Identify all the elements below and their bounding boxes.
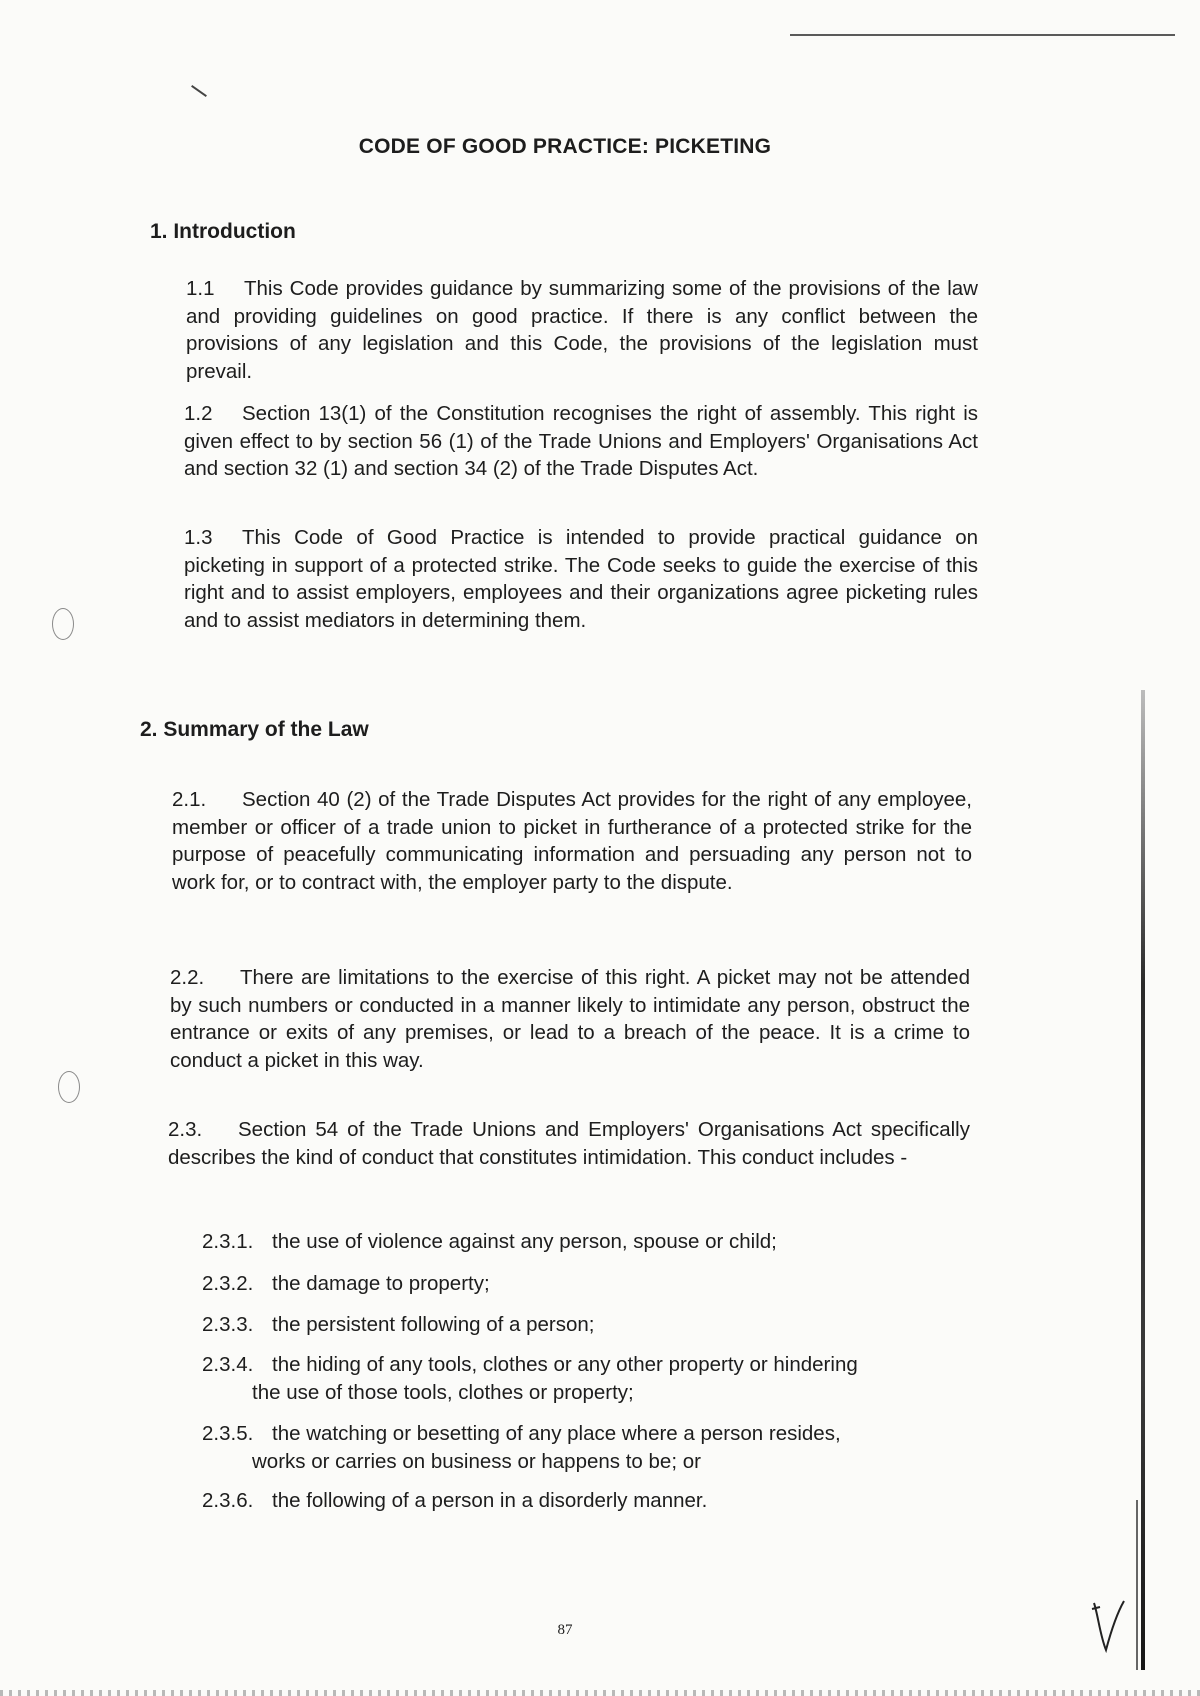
- item-number: 2.3.4.: [202, 1353, 254, 1376]
- section-heading-introduction: 1. Introduction: [150, 220, 296, 243]
- paragraph-1-3: [184, 524, 978, 634]
- list-item-2-3-2: [202, 1270, 490, 1298]
- scan-edge-right: [1141, 690, 1145, 1670]
- scan-line-top: [790, 34, 1175, 36]
- item-text: the watching or besetting of any place where a person resides,: [272, 1422, 841, 1445]
- item-text: the persistent following of a person;: [272, 1313, 595, 1336]
- paragraph-number: 1.2: [184, 402, 213, 425]
- paragraph-1-2: [184, 400, 978, 483]
- list-item-2-3-3: [202, 1311, 595, 1339]
- item-number: 2.3.2.: [202, 1272, 254, 1295]
- list-item-2-3-5: [202, 1420, 841, 1475]
- item-text: the use of violence against any person, spouse or child;: [272, 1230, 777, 1253]
- paragraph-number: 1.3: [184, 526, 213, 549]
- paragraph-number: 2.2.: [170, 966, 205, 989]
- paragraph-number: 1.1: [186, 277, 215, 300]
- paragraph-text: Section 13(1) of the Constitution recognises the right of assembly. This right is given effect to by section 56 (1) of the Trade Unions and Employers' Organisations Act and section 32 (1) and section 34 (2) of the Trade Disputes Act.: [184, 402, 978, 480]
- page-number: 87: [557, 1622, 573, 1638]
- item-number: 2.3.1.: [202, 1230, 254, 1253]
- paragraph-1-1: [186, 275, 978, 385]
- list-item-2-3-6: [202, 1487, 707, 1515]
- pen-mark: [191, 85, 207, 97]
- list-item-2-3-4: [202, 1351, 858, 1406]
- paragraph-text: Section 54 of the Trade Unions and Employers' Organisations Act specifically describes the kind of conduct that constitutes intimidation. This conduct includes -: [168, 1118, 970, 1169]
- item-text-continued: the use of those tools, clothes or property;: [252, 1380, 634, 1404]
- document-title: CODE OF GOOD PRACTICE: PICKETING: [358, 135, 772, 158]
- punch-hole-lower: [58, 1071, 80, 1103]
- paragraph-2-1: [172, 786, 972, 896]
- item-text: the damage to property;: [272, 1272, 490, 1295]
- punch-hole-upper: [52, 608, 74, 640]
- paragraph-2-3: [168, 1116, 970, 1171]
- scan-edge-bottom: [0, 1690, 1200, 1696]
- item-text: the hiding of any tools, clothes or any other property or hindering: [272, 1353, 858, 1376]
- paragraph-number: 2.3.: [168, 1118, 203, 1141]
- scan-edge-right-inner: [1136, 1500, 1138, 1670]
- paragraph-text: This Code of Good Practice is intended to provide practical guidance on picketing in support of a protected strike. The Code seeks to guide the exercise of this right and to assist employers, employees and their organizations agree picketing rules and to assist mediators in determining them.: [184, 526, 978, 632]
- item-text-continued: works or carries on business or happens to be; or: [252, 1449, 701, 1473]
- item-number: 2.3.3.: [202, 1313, 254, 1336]
- paragraph-text: Section 40 (2) of the Trade Disputes Act provides for the right of any employee, member or officer of a trade union to picket in furtherance of a protected strike for the purpose of peacefully communicating information and persuading any person not to work for, or to contract with, the employer party to the dispute.: [172, 788, 972, 894]
- paragraph-2-2: [170, 964, 970, 1074]
- item-text: the following of a person in a disorderly manner.: [272, 1489, 708, 1512]
- list-item-2-3-1: [202, 1228, 777, 1256]
- item-number: 2.3.6.: [202, 1489, 254, 1512]
- paragraph-text: There are limitations to the exercise of this right. A picket may not be attended by such numbers or conducted in a manner likely to intimidate any person, obstruct the entrance or exits of any premises, or lead to a breach of the peace. It is a crime to conduct a picket in this way.: [170, 966, 970, 1072]
- section-heading-summary-of-law: 2. Summary of the Law: [140, 718, 369, 741]
- paragraph-number: 2.1.: [172, 788, 207, 811]
- item-number: 2.3.5.: [202, 1422, 254, 1445]
- paragraph-text: This Code provides guidance by summarizing some of the provisions of the law and providing guidelines on good practice. If there is any conflict between the provisions of any legislation and this Code, the provisions of the legislation must prevail.: [186, 277, 978, 383]
